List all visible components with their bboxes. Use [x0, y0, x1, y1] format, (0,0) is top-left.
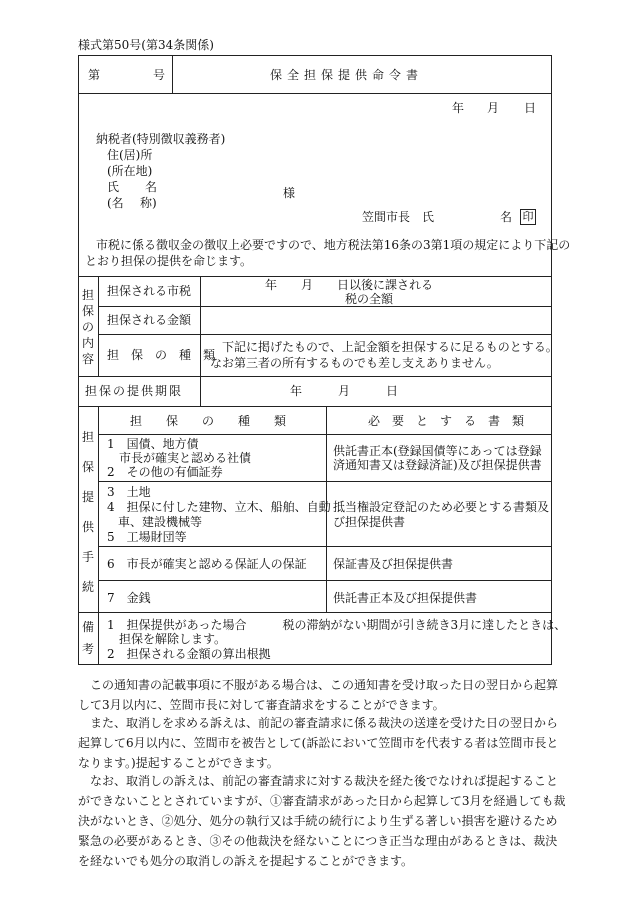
remarks-line-3: 2 担保される金額の算出根拠 — [107, 647, 271, 661]
divider — [172, 55, 173, 93]
procedure-group-char: 手 — [81, 550, 94, 564]
docs-line: 済通知書又は登録済証)及び担保提供書 — [333, 458, 542, 472]
divider — [98, 334, 552, 335]
procedure-group-char: 提 — [81, 490, 94, 504]
divider — [98, 406, 99, 612]
seal-mark: 印 — [520, 209, 536, 225]
procedure-group-char: 供 — [81, 520, 94, 534]
remarks-line-2: 担保を解除します。 — [107, 632, 227, 646]
notice-line: なお、取消しの訴えは、前記の審査請求に対する裁決を経た後でなければ提起すること — [78, 774, 559, 788]
name-alt-label2: 称) — [140, 196, 157, 210]
notice-line: なります。)提起することができます。 — [78, 756, 279, 770]
docs-line: 抵当権設定登記のため必要とする書類及 — [333, 500, 550, 514]
type-line: 車、建設機械等 — [118, 515, 203, 529]
remarks-label-char: 備 — [81, 620, 94, 634]
secured-amount-label: 担保される金額 — [107, 313, 192, 327]
type-line: 5 工場財団等 — [107, 530, 187, 544]
procedure-group-char: 担 — [81, 430, 94, 444]
number-label-right: 号 — [153, 68, 166, 82]
honorific: 様 — [283, 186, 296, 200]
divider — [98, 276, 99, 376]
deadline-value: 年 月 日 — [290, 384, 399, 398]
contents-group-char: 容 — [81, 352, 94, 366]
docs-line: 供託書正本及び担保提供書 — [333, 591, 478, 605]
divider — [78, 276, 552, 277]
divider — [98, 546, 552, 547]
type-line: 2 その他の有価証券 — [107, 465, 223, 479]
notice-line: また、取消しを求める訴えは、前記の審査請求に係る裁決の送達を受けた日の翌日から — [78, 716, 559, 730]
notice-line: 決がないとき、②処分、処分の執行又は手続の続行により生ずる著しい損害を避けるため — [78, 814, 558, 828]
document-title: 保全担保提供命令書 — [270, 68, 424, 82]
security-type-value-1: 下記に掲げたもので、上記金額を担保するに足るものとする。 — [222, 340, 558, 354]
notice-line: 緊急の必要があるとき、③その他裁決を経ないことにつき正当な理由があるときは、裁決 — [78, 834, 558, 848]
deadline-label: 担保の提供期限 — [85, 384, 184, 398]
divider — [78, 406, 552, 407]
type-line: 3 土地 — [107, 485, 151, 499]
date-month: 月 — [487, 101, 500, 115]
location-label: (所在地) — [107, 164, 153, 178]
notice-line: ができないこととされていますが、①審査請求があった日から起算して3月を経過しても裁 — [78, 794, 566, 808]
column-header-type: 担 保 の 種 類 — [130, 414, 287, 428]
docs-line: 保証書及び担保提供書 — [333, 557, 454, 571]
type-line: 4 担保に付した建物、立木、船舶、自動 — [107, 500, 331, 514]
name-label-mei: 名 — [145, 180, 158, 194]
notice-line: を経ないでも処分の取消しの訴えを提起することができます。 — [78, 854, 414, 868]
address-label: 住(居)所 — [107, 148, 153, 162]
name-alt-label: (名 — [107, 196, 124, 210]
notice-line: この通知書の記載事項に不服がある場合は、この通知書を受け取った日の翌日から起算 — [78, 678, 559, 692]
type-line: 6 市長が確実と認める保証人の保証 — [107, 557, 307, 571]
divider — [78, 376, 552, 377]
divider — [98, 580, 552, 581]
divider — [78, 93, 552, 94]
security-type-value-2: なお第三者の所有するものでも差し支えありません。 — [210, 356, 499, 370]
divider — [98, 306, 552, 307]
intro-line-2: とおり担保の提供を命じます。 — [85, 254, 253, 268]
date-day: 日 — [524, 101, 537, 115]
remarks-line-1: 1 担保提供があった場合 税の滞納がない期間が引き続き3月に達したときは、 — [107, 618, 567, 632]
divider — [98, 612, 99, 665]
secured-tax-value-2: 税の全額 — [345, 292, 394, 306]
contents-group-char: 保 — [81, 304, 94, 318]
type-line: 7 金銭 — [107, 591, 151, 605]
type-line: 市長が確実と認める社債 — [107, 451, 252, 465]
procedure-group-char: 保 — [81, 460, 94, 474]
taxpayer-label: 納税者(特別徴収義務者) — [96, 132, 226, 146]
divider — [98, 434, 552, 435]
issuer-label: 笠間市長 氏 — [362, 210, 435, 224]
name-label-shi: 氏 — [107, 180, 120, 194]
contents-group-char: の — [81, 320, 94, 334]
procedure-group-char: 続 — [81, 580, 94, 594]
notice-line: 起算して6月以内に、笠間市を被告として(訴訟において笠間市を代表する者は笠間市長と — [78, 736, 559, 750]
docs-line: 供託書正本(登録国債等にあっては登録 — [333, 444, 542, 458]
form-number: 様式第50号(第34条関係) — [78, 38, 214, 52]
secured-tax-value-1: 年 月 日以後に課される — [265, 278, 434, 292]
divider — [78, 612, 552, 613]
column-header-documents: 必 要 と す る 書 類 — [368, 414, 525, 428]
remarks-label-char: 考 — [81, 642, 94, 656]
security-type-label: 担 保 の 種 類 — [107, 348, 216, 362]
divider — [200, 376, 201, 406]
intro-line-1: 市税に係る徴収金の徴収上必要ですので、地方税法第16条の3第1項の規定により下記の — [96, 238, 571, 252]
docs-line: び担保提供書 — [333, 515, 406, 529]
issuer-mei: 名 — [500, 210, 513, 224]
contents-group-char: 内 — [81, 336, 94, 350]
divider — [98, 481, 552, 482]
secured-tax-label: 担保される市税 — [107, 284, 192, 298]
contents-group-char: 担 — [81, 288, 94, 302]
type-line: 1 国債、地方債 — [107, 437, 199, 451]
number-label-left: 第 — [88, 68, 101, 82]
date-year: 年 — [452, 101, 465, 115]
notice-line: して3月以内に、笠間市長に対して審査請求をすることができます。 — [78, 698, 445, 712]
